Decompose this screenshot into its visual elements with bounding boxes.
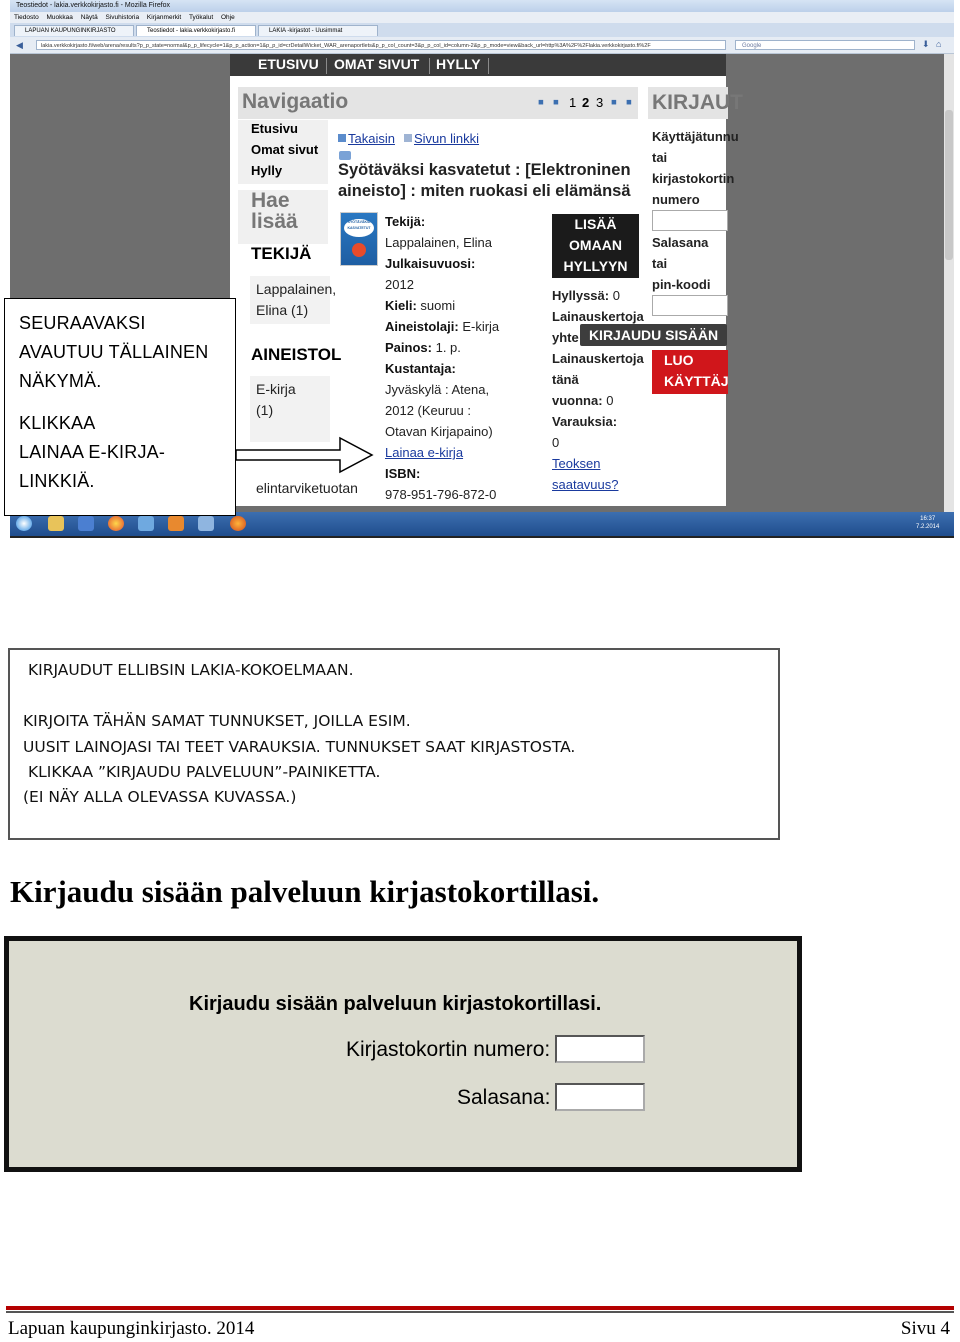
clock-date: 7.2.2014 xyxy=(916,524,940,530)
card-number-input[interactable] xyxy=(555,1035,645,1063)
footer-rule-grey xyxy=(6,1311,954,1313)
login-page-heading: Kirjaudu sisään palveluun kirjastokortillasi. xyxy=(10,874,600,909)
pager-next-icon[interactable]: ◼ xyxy=(611,99,617,106)
login-pass-line-3: pin-koodi xyxy=(652,277,711,292)
year-label: Julkaisuvuosi: xyxy=(385,256,476,271)
loans-total-line-1: Lainauskertoja xyxy=(552,309,644,324)
availability-link-line-2[interactable]: saatavuus? xyxy=(552,477,619,492)
address-bar[interactable]: lakia.verkkokirjasto.fi/web/arena/results?p_p_state=normal&p_p_lifecycle=1&p_p_action=1&p_p_id=crDetailWicket_WAR_arenaportlets&p_p_col_count=3&p_p_col_id=column-2&p_p_mode=view&back_url=http%3A%2F%2Flakia.verkkokirjasto.fi%2F xyxy=(36,40,726,50)
nav-link-home[interactable]: Etusivu xyxy=(251,121,298,136)
publisher-label: Kustantaja: xyxy=(385,361,456,376)
pager-prev-icon[interactable]: ◼ xyxy=(553,99,559,106)
tab-work-details[interactable]: Teostiedot - lakia.verkkokirjasto.fi xyxy=(136,25,256,36)
login-pass-label xyxy=(652,232,742,295)
login-title: KIRJAUT xyxy=(652,91,744,114)
browser-navigation-bar xyxy=(10,37,954,54)
card-number-label: Kirjastokortin numero: xyxy=(346,1038,551,1061)
isbn-value: 978-951-796-872-0 xyxy=(385,487,497,502)
language-value: suomi xyxy=(420,298,456,313)
taskbar-clock xyxy=(916,515,939,531)
footer-rule-red xyxy=(6,1306,954,1310)
password-input[interactable] xyxy=(555,1083,645,1111)
instruction-line-1: KIRJAUDUT ELLIBSIN LAKIA-KOKOELMAAN. xyxy=(28,661,354,679)
pager-first-icon[interactable]: ◼ xyxy=(538,99,544,106)
callout-box xyxy=(4,298,236,516)
login-panel-title: Kirjaudu sisään palveluun kirjastokortillasi. xyxy=(189,993,602,1015)
login-user-input[interactable] xyxy=(652,210,728,231)
facet-author-heading: TEKIJÄ xyxy=(251,244,312,263)
page-link-icon[interactable] xyxy=(404,134,412,142)
firefox-icon[interactable] xyxy=(230,516,246,531)
edition-value: 1. p. xyxy=(435,340,461,355)
login-pass-line-2: tai xyxy=(652,256,668,271)
isbn-label: ISBN: xyxy=(385,466,421,481)
callout-line-2: AVAUTUU TÄLLAINEN xyxy=(19,342,209,362)
callout-line-3: NÄKYMÄ. xyxy=(19,371,102,391)
publisher-line-3: Otavan Kirjapaino) xyxy=(385,424,493,439)
nav-separator xyxy=(488,58,489,74)
author-value: Lappalainen, Elina xyxy=(385,235,492,250)
pager-page-2[interactable]: 2 xyxy=(582,95,590,110)
refine-title: Hae lisää xyxy=(251,189,298,233)
language-label: Kieli: xyxy=(385,298,417,313)
publisher-line-1: Jyväskylä : Atena, xyxy=(385,382,490,397)
callout-line-4: KLIKKAA xyxy=(19,413,96,433)
loan-statistics xyxy=(552,285,652,495)
loans-year-line-2: tänä xyxy=(552,372,579,387)
menu-edit[interactable]: Muokkaa xyxy=(46,14,73,21)
edition-label: Painos: xyxy=(385,340,432,355)
browser-menu-bar xyxy=(10,12,954,23)
cover-illustration-icon xyxy=(352,243,366,257)
arrow-icon xyxy=(236,436,376,476)
browser-title-bar: Teostiedot - lakia.verkkokirjasto.fi - Mozilla Firefox xyxy=(10,0,954,12)
loans-total-line-2: yhte xyxy=(552,330,579,345)
footer-left-text: Lapuan kaupunginkirjasto. 2014 xyxy=(8,1318,255,1339)
create-user-line-2: KÄYTTÄJ xyxy=(664,373,729,389)
nav-link-my-pages[interactable]: Omat sivut xyxy=(251,142,319,157)
menu-view[interactable]: Näytä xyxy=(80,14,98,21)
login-button[interactable]: KIRJAUDU SISÄÄN xyxy=(580,324,727,346)
create-user-line-1: LUO xyxy=(664,352,694,368)
login-user-line-4: numero xyxy=(652,192,700,207)
author-label: Tekijä: xyxy=(385,214,426,229)
loans-year-line-1: Lainauskertoja xyxy=(552,351,644,366)
reservations-label: Varauksia: xyxy=(552,414,618,429)
share-icon[interactable] xyxy=(339,151,351,160)
login-pass-line-1: Salasana xyxy=(652,235,709,250)
menu-bookmarks[interactable]: Kirjanmerkit xyxy=(146,14,182,21)
login-panel xyxy=(4,936,802,1172)
create-user-button[interactable] xyxy=(652,350,728,394)
publisher-line-2: 2012 (Keuruu : xyxy=(385,403,472,418)
book-cover[interactable] xyxy=(340,212,378,266)
book-title: Syötäväksi kasvatetut : [Elektroninen aineisto] : miten ruokasi eli elämänsä xyxy=(338,161,631,200)
nav-home[interactable]: ETUSIVU xyxy=(258,56,319,72)
explorer-icon[interactable] xyxy=(48,516,64,531)
loans-year-line-3: vuonna: xyxy=(552,393,603,408)
callout-line-6: LINKKIÄ. xyxy=(19,471,95,491)
callout-line-1: SEURAAVAKSI xyxy=(19,313,146,333)
menu-help[interactable]: Ohje xyxy=(220,14,235,21)
app-icon[interactable] xyxy=(168,516,184,531)
chrome-icon[interactable] xyxy=(108,516,124,531)
loan-ebook-link[interactable]: Lainaa e-kirja xyxy=(385,445,464,460)
instruction-line-3: UUSIT LAINOJASI TAI TEET VARAUKSIA. TUNNUKSET SAAT KIRJASTOSTA. xyxy=(23,738,576,756)
login-user-line-1: Käyttäjätunnu xyxy=(652,129,739,144)
page-link[interactable]: Sivun linkki xyxy=(414,131,480,146)
add-to-shelf-button[interactable] xyxy=(552,214,639,278)
add-shelf-line-2: OMAAN xyxy=(569,237,622,253)
nav-my-pages[interactable]: OMAT SIVUT xyxy=(334,56,420,72)
back-icon[interactable] xyxy=(338,134,346,142)
book-metadata xyxy=(385,211,545,505)
scrollbar-thumb[interactable] xyxy=(945,110,953,260)
pager-page-3[interactable]: 3 xyxy=(596,95,604,110)
cover-title: SYÖTÄVÄKSI KASVATETUT xyxy=(344,219,374,237)
password-label: Salasana: xyxy=(457,1086,551,1109)
menu-file[interactable]: Tiedosto xyxy=(14,14,39,21)
login-user-label xyxy=(652,126,742,210)
site-top-navigation xyxy=(230,54,726,76)
shelf-count-label: Hyllyssä: xyxy=(552,288,610,303)
facet-material-heading: AINEISTOL xyxy=(251,345,342,364)
login-pass-input[interactable] xyxy=(652,295,728,316)
home-icon[interactable]: ⌂ xyxy=(936,39,942,49)
nav-link-shelf[interactable]: Hylly xyxy=(251,163,283,178)
media-player-icon[interactable] xyxy=(78,516,94,531)
pager-last-icon[interactable]: ◼ xyxy=(626,99,632,106)
tab-newest[interactable]: LAKIA -kirjastot - Uusimmat xyxy=(258,25,378,36)
facet-material-value[interactable]: E-kirja (1) xyxy=(256,381,296,418)
login-user-line-2: tai xyxy=(652,150,668,165)
browser-search-box[interactable]: Google xyxy=(735,40,915,50)
back-arrow-icon[interactable]: ◀ xyxy=(16,40,23,50)
download-icon[interactable]: ⬇ xyxy=(922,39,930,49)
availability-link-line-1[interactable]: Teoksen xyxy=(552,456,601,471)
type-label: Aineistolaji: xyxy=(385,319,459,334)
add-shelf-line-3: HYLLYYN xyxy=(563,258,628,274)
loans-year-value: 0 xyxy=(606,393,614,408)
instruction-line-2: KIRJOITA TÄHÄN SAMAT TUNNUKSET, JOILLA ESIM. xyxy=(23,712,411,730)
facet-subject-value[interactable]: elintarviketuotan xyxy=(256,480,358,496)
nav-shelf[interactable]: HYLLY xyxy=(436,56,481,72)
reservations-value: 0 xyxy=(552,435,560,450)
footer-page-number: Sivu 4 xyxy=(900,1318,950,1339)
instruction-box xyxy=(8,648,780,840)
ie-icon[interactable] xyxy=(138,516,154,531)
menu-history[interactable]: Sivuhistoria xyxy=(105,14,140,21)
clock-time: 16:37 xyxy=(920,516,936,522)
tab-library[interactable]: LAPUAN KAUPUNGINKIRJASTO xyxy=(14,25,134,36)
callout-line-5: LAINAA E-KIRJA- xyxy=(19,442,166,462)
browser-tab-strip xyxy=(10,23,954,37)
nav-separator xyxy=(429,58,430,74)
menu-tools[interactable]: Työkalut xyxy=(188,14,214,21)
pager-page-1[interactable]: 1 xyxy=(569,95,577,110)
start-button-icon[interactable] xyxy=(16,516,32,531)
navigation-title: Navigaatio xyxy=(242,90,349,113)
facet-author-value[interactable]: Lappalainen, Elina (1) xyxy=(256,281,337,318)
instruction-line-5: (EI NÄY ALLA OLEVASSA KUVASSA.) xyxy=(23,788,297,806)
type-value: E-kirja xyxy=(462,319,500,334)
instruction-line-4: KLIKKAA ”KIRJAUDU PALVELUUN”-PAINIKETTA. xyxy=(28,763,381,781)
nav-separator xyxy=(326,58,327,74)
back-link[interactable]: Takaisin xyxy=(348,131,395,146)
add-shelf-line-1: LISÄÄ xyxy=(574,216,617,232)
login-user-line-3: kirjastokortin xyxy=(652,171,735,186)
document-icon[interactable] xyxy=(198,516,214,531)
shelf-count-value: 0 xyxy=(612,288,620,303)
year-value: 2012 xyxy=(385,277,414,292)
